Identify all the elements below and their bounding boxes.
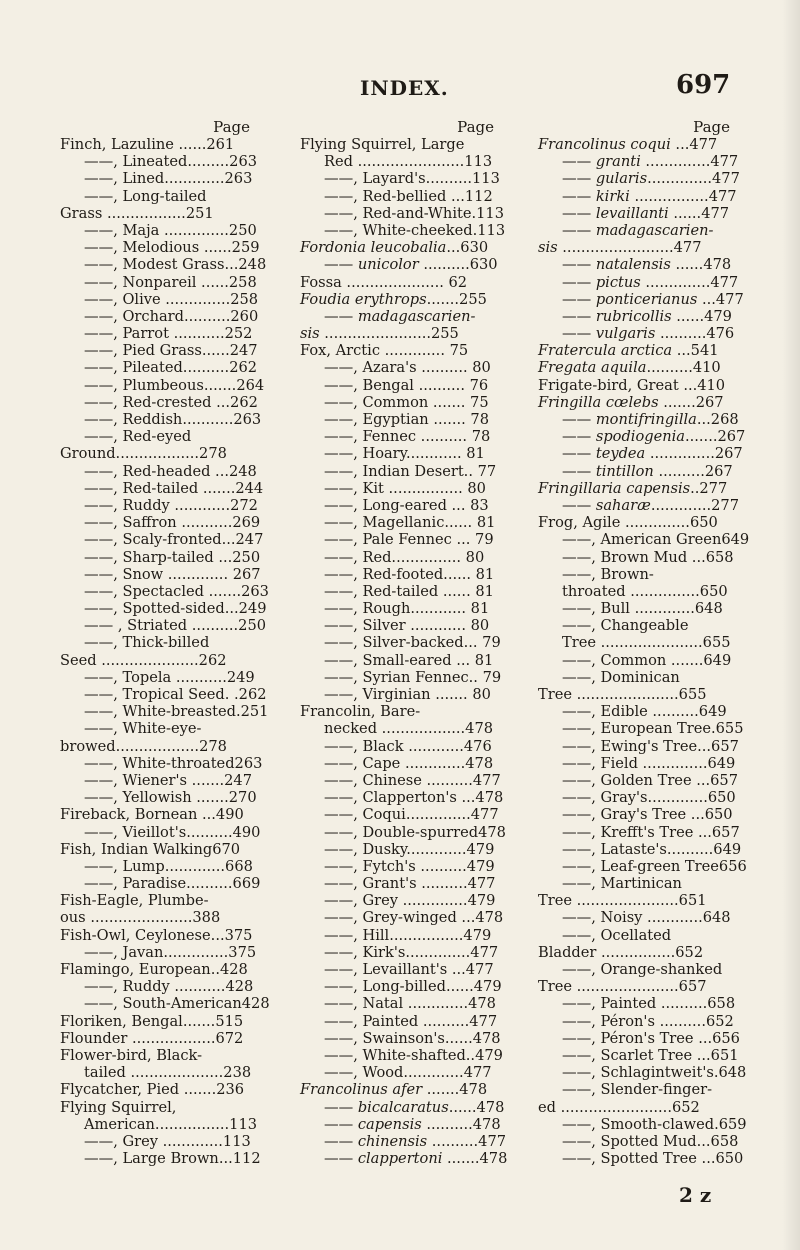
index-entry: ——, Painted ..........477 [324,1012,498,1030]
index-entry: —— teydea ..............267 [562,445,743,463]
index-entry: ——, Spotted-sided...249 [84,600,267,618]
index-entry: Tree ......................655 [562,634,731,652]
index-entry: —— levaillanti ......477 [562,204,730,222]
index-entry: Seed .....................262 [60,651,227,669]
index-entry: ——, Swainson's......478 [324,1029,501,1047]
signature-mark: 2 z [679,1183,712,1207]
index-entry: ——, Bull .............648 [562,600,723,618]
index-entry: ——, Slender-finger- [562,1081,713,1099]
index-entry: —— madagascarien- [562,221,714,239]
index-entry: ——, Plumbeous.......264 [84,376,265,394]
index-entry: ——, Lataste's..........649 [562,840,742,858]
index-entry: ——, Snow ............. 267 [84,565,261,583]
page-number: 697 [676,70,731,100]
index-entry: ——, Indian Desert.. 77 [324,462,497,480]
index-entry: —— rubricollis ......479 [562,307,732,325]
index-entry: ——, American Green649 [562,531,750,549]
index-entry: ——, Spotted Tree ...650 [562,1150,744,1168]
index-entry: sis ........................477 [538,239,702,257]
index-entry: Finch, Lazuline ......261 [60,136,235,153]
index-entry: ——, Gray's Tree ...650 [562,806,733,824]
index-entry: ——, Rough............ 81 [324,600,490,618]
index-entry: ——, Grey ..............479 [324,892,496,910]
index-entry: ——, Edible ..........649 [562,703,727,721]
index-entry: ——, Dusky.............479 [324,840,495,858]
index-entry: ——, Ewing's Tree...657 [562,737,739,755]
index-entry: ——, Modest Grass...248 [84,256,267,274]
index-entry: Grass .................251 [60,204,214,222]
index-entry: —— chinensis ..........477 [324,1132,507,1150]
index-entry: ——, Pileated..........262 [84,359,258,377]
index-entry: ——, White-eye- [84,720,202,738]
index-entry: Bladder ................652 [538,943,704,961]
index-entry: ——, Double-spurred478 [324,823,506,841]
index-entry: ——, Long-tailed [84,187,207,205]
index-entry: Fish-Eagle, Plumbe- [60,892,209,910]
column-page-heading: Page [213,118,250,136]
index-entry: ——, Red-and-White.113 [324,204,504,222]
index-entry: Fratercula arctica ...541 [538,342,719,360]
index-entry: ——, Ruddy ...........428 [84,978,254,996]
index-entry: throated ...............650 [562,582,728,600]
index-entry: Tree ......................655 [538,686,707,703]
index-entry: Fringilla cœlebs .......267 [538,393,724,411]
index-entry: ——, Martinican [562,875,682,893]
index-entry: ——, Coqui..............477 [324,806,499,824]
index-entry: ——, Red-eyed [84,428,192,446]
index-entry: ——, Sharp-tailed ...250 [84,548,261,566]
index-entry: ——, Natal .............478 [324,995,496,1013]
index-entry: Foudia erythrops.......255 [300,290,487,308]
index-entry: ——, Saffron ...........269 [84,514,261,532]
index-entry: Red .......................113 [324,153,493,171]
index-entry: ——, Pied Grass......247 [84,342,258,360]
index-entry: ous ......................388 [60,909,221,927]
index-entry: ——, Dominican [562,668,680,686]
index-entry: ——, South-American428 [84,995,270,1013]
index-entry: ——, Changeable [562,617,689,635]
index-entry: ——, White-throated263 [84,754,263,772]
index-entry: ——, Hoary............ 81 [324,445,485,463]
index-entry: ——, Péron's ..........652 [562,1012,734,1030]
index-entry: ——, Red............... 80 [324,548,485,566]
index-entry: ——, Brown Mud ...658 [562,548,734,566]
index-entry: ——, Schlagintweit's.648 [562,1064,747,1082]
index-entry: —— clappertoni .......478 [324,1150,508,1168]
index-entry: Fox, Arctic ............. 75 [300,342,469,360]
index-entry: ——, Vieillot's..........490 [84,823,261,841]
index-entry: Frigate-bird, Great ...410 [538,376,726,394]
index-entry: Ground..................278 [60,445,227,463]
index-entry: Flying Squirrel, [60,1098,177,1116]
index-entry: ——, Grant's ..........477 [324,875,496,893]
index-entry: —— unicolor ..........630 [324,256,498,274]
index-entry: Fringillaria capensis..277 [538,479,728,497]
index-entry: ——, Wiener's .......247 [84,771,252,789]
index-entry: ——, Cape .............478 [324,754,494,772]
index-entry: —— gularis..............477 [562,170,740,188]
index-entry: Fregata aquila..........410 [538,359,721,377]
index-entry: Flamingo, European..428 [60,961,248,978]
index-entry: ——, Yellowish .......270 [84,789,257,807]
index-entry: American................113 [84,1115,258,1133]
index-entry: ——, Silver-backed... 79 [324,634,501,652]
index-entry: ——, Painted ..........658 [562,995,736,1013]
index-entry: ——, Kirk's..............477 [324,943,499,961]
index-entry: ——, Egyptian ....... 78 [324,411,489,428]
index-entry: ——, Golden Tree ...657 [562,771,738,789]
column-page-heading: Page [457,118,494,136]
index-entry: ——, White-cheeked.113 [324,221,506,239]
index-entry: Francolin, Bare- [300,703,421,721]
index-entry: Tree ......................657 [538,978,707,996]
index-entry: ——, Field ..............649 [562,754,736,772]
index-entry: ——, Red-bellied ...112 [324,187,493,205]
index-entry: browed..................278 [60,737,227,755]
index-entry: ——, Common .......649 [562,651,732,669]
index-entry: ——, Red-tailed ...... 81 [324,582,494,600]
index-entry: ——, European Tree.655 [562,720,744,738]
index-entry: ——, Melodious ......259 [84,239,260,257]
index-entry: ——, Lump.............668 [84,857,253,875]
index-entry: ——, Azara's .......... 80 [324,359,491,377]
index-entry: ——, Fennec .......... 78 [324,428,491,446]
index-entry: —— , Striated ..........250 [84,617,267,635]
index-entry: ——, Paradise..........669 [84,875,261,893]
index-entry: —— vulgaris ..........476 [562,325,735,343]
index-entry: ——, Clapperton's ...478 [324,789,504,807]
index-entry: Fossa ..................... 62 [300,273,468,291]
index-entry: ——, Krefft's Tree ...657 [562,823,740,841]
index-entry: ——, Syrian Fennec.. 79 [324,668,502,686]
index-entry: ——, Ruddy ............272 [84,496,258,514]
index-entry: Fish, Indian Walking670 [60,840,241,858]
index-entry: ——, Grey-winged ...478 [324,909,504,927]
index-entry: ——, Javan..............375 [84,943,257,961]
index-entry: ——, Gray's.............650 [562,789,736,807]
index-entry: ——, Topela ...........249 [84,668,255,686]
index-entry: ——, Large Brown...112 [84,1150,261,1168]
index-entry: ——, Pale Fennec ... 79 [324,531,494,549]
index-entry: —— natalensis ......478 [562,256,732,274]
index-entry: Tree ......................651 [538,892,707,910]
index-entry: —— montifringilla...268 [562,411,739,428]
index-entry: —— pictus ..............477 [562,273,739,291]
index-entry: Flounder ..................672 [60,1029,244,1047]
index-entry: ——, Common ....... 75 [324,393,489,411]
index-entry: ——, Red-tailed .......244 [84,479,264,497]
column-page-heading: Page [693,118,730,136]
index-entry: ——, White-breasted.251 [84,703,269,721]
index-entry: Francolinus afer .......478 [300,1081,488,1099]
index-entry: ——, Red-headed ...248 [84,462,257,480]
index-entry: Floriken, Bengal.......515 [60,1012,244,1030]
index-entry: ——, Ocellated [562,926,672,944]
index-entry: ed ........................652 [538,1098,700,1116]
page-edge-shadow [782,0,800,1250]
index-entry: ——, Black ............476 [324,737,492,755]
index-entry: ——, Tropical Seed. .262 [84,686,267,703]
index-entry: ——, Silver ............ 80 [324,617,490,635]
index-entry: —— capensis ..........478 [324,1115,501,1133]
index-entry: ——, Péron's Tree ...656 [562,1029,740,1047]
index-column-2 [300,118,508,1168]
index-entry: —— saharæ.............277 [562,496,739,514]
index-entry: ——, Layard's..........113 [324,170,500,188]
index-entry: ——, Noisy ............648 [562,909,731,927]
index-entry: ——, Parrot ...........252 [84,325,253,343]
index-entry: ——, Levaillant's ...477 [324,961,494,978]
index-entry: ——, Virginian ....... 80 [324,686,491,703]
index-entry: Fish-Owl, Ceylonese...375 [60,926,253,944]
index-entry: ——, Maja ..............250 [84,221,257,239]
index-entry: —— kirki ................477 [562,187,737,205]
index-entry: ——, Orchard..........260 [84,307,259,325]
index-entry: ——, Brown- [562,565,654,583]
index-entry: —— tintillon ..........267 [562,462,733,480]
index-entry: Fordonia leucobalia...630 [300,239,489,257]
page-header [0,70,800,110]
index-entry: ——, Smooth-clawed.659 [562,1115,747,1133]
running-title: INDEX. [360,76,449,100]
index-entry: ——, Long-billed......479 [324,978,502,996]
index-entry: ——, Chinese ..........477 [324,771,501,789]
index-entry: sis .......................255 [300,325,459,343]
index-entry: ——, Fytch's ..........479 [324,857,495,875]
index-entry: —— madagascarien- [324,307,476,325]
index-entry: ——, Bengal .......... 76 [324,376,489,394]
index-entry: ——, White-shafted..479 [324,1046,503,1064]
index-entry: ——, Scaly-fronted...247 [84,531,264,549]
index-entry: ——, Leaf-green Tree656 [562,857,747,875]
index-entry: ——, Nonpareil ......258 [84,273,257,291]
index-entry: ——, Small-eared ... 81 [324,651,494,669]
index-entry: Frog, Agile ..............650 [538,514,718,532]
index-entry: ——, Kit ................ 80 [324,479,486,497]
index-entry: —— ponticerianus ...477 [562,290,744,308]
index-column-1 [60,118,270,1168]
index-entry: ——, Olive ..............258 [84,290,259,308]
index-entry: Flower-bird, Black- [60,1046,203,1064]
index-entry: ——, Red-crested ...262 [84,393,258,411]
index-entry: ——, Reddish...........263 [84,411,262,428]
index-entry: ——, Red-footed...... 81 [324,565,495,583]
index-entry: ——, Lined.............263 [84,170,253,188]
index-entry: necked ..................478 [324,720,494,738]
index-entry: Flying Squirrel, Large [300,136,465,153]
index-entry: ——, Magellanic...... 81 [324,514,496,532]
index-entry: ——, Orange-shanked [562,961,723,978]
index-entry: ——, Lineated.........263 [84,153,258,171]
index-entry: —— spodiogenia.......267 [562,428,746,446]
index-entry: Fireback, Bornean ...490 [60,806,244,824]
index-entry: ——, Spotted Mud...658 [562,1132,739,1150]
index-entry: Francolinus coqui ...477 [538,136,718,153]
index-entry: —— bicalcaratus......478 [324,1098,505,1116]
index-entry: ——, Spectacled .......263 [84,582,269,600]
index-entry: —— granti ..............477 [562,153,739,171]
index-entry: ——, Scarlet Tree ...651 [562,1046,739,1064]
index-entry: ——, Wood.............477 [324,1064,492,1082]
index-column-3 [538,118,750,1168]
index-entry: ——, Hill................479 [324,926,492,944]
index-entry: tailed ....................238 [84,1064,252,1082]
index-entry: ——, Grey .............113 [84,1132,251,1150]
index-entry: ——, Long-eared ... 83 [324,496,489,514]
index-entry: Flycatcher, Pied .......236 [60,1081,245,1099]
index-entry: ——, Thick-billed [84,634,210,652]
